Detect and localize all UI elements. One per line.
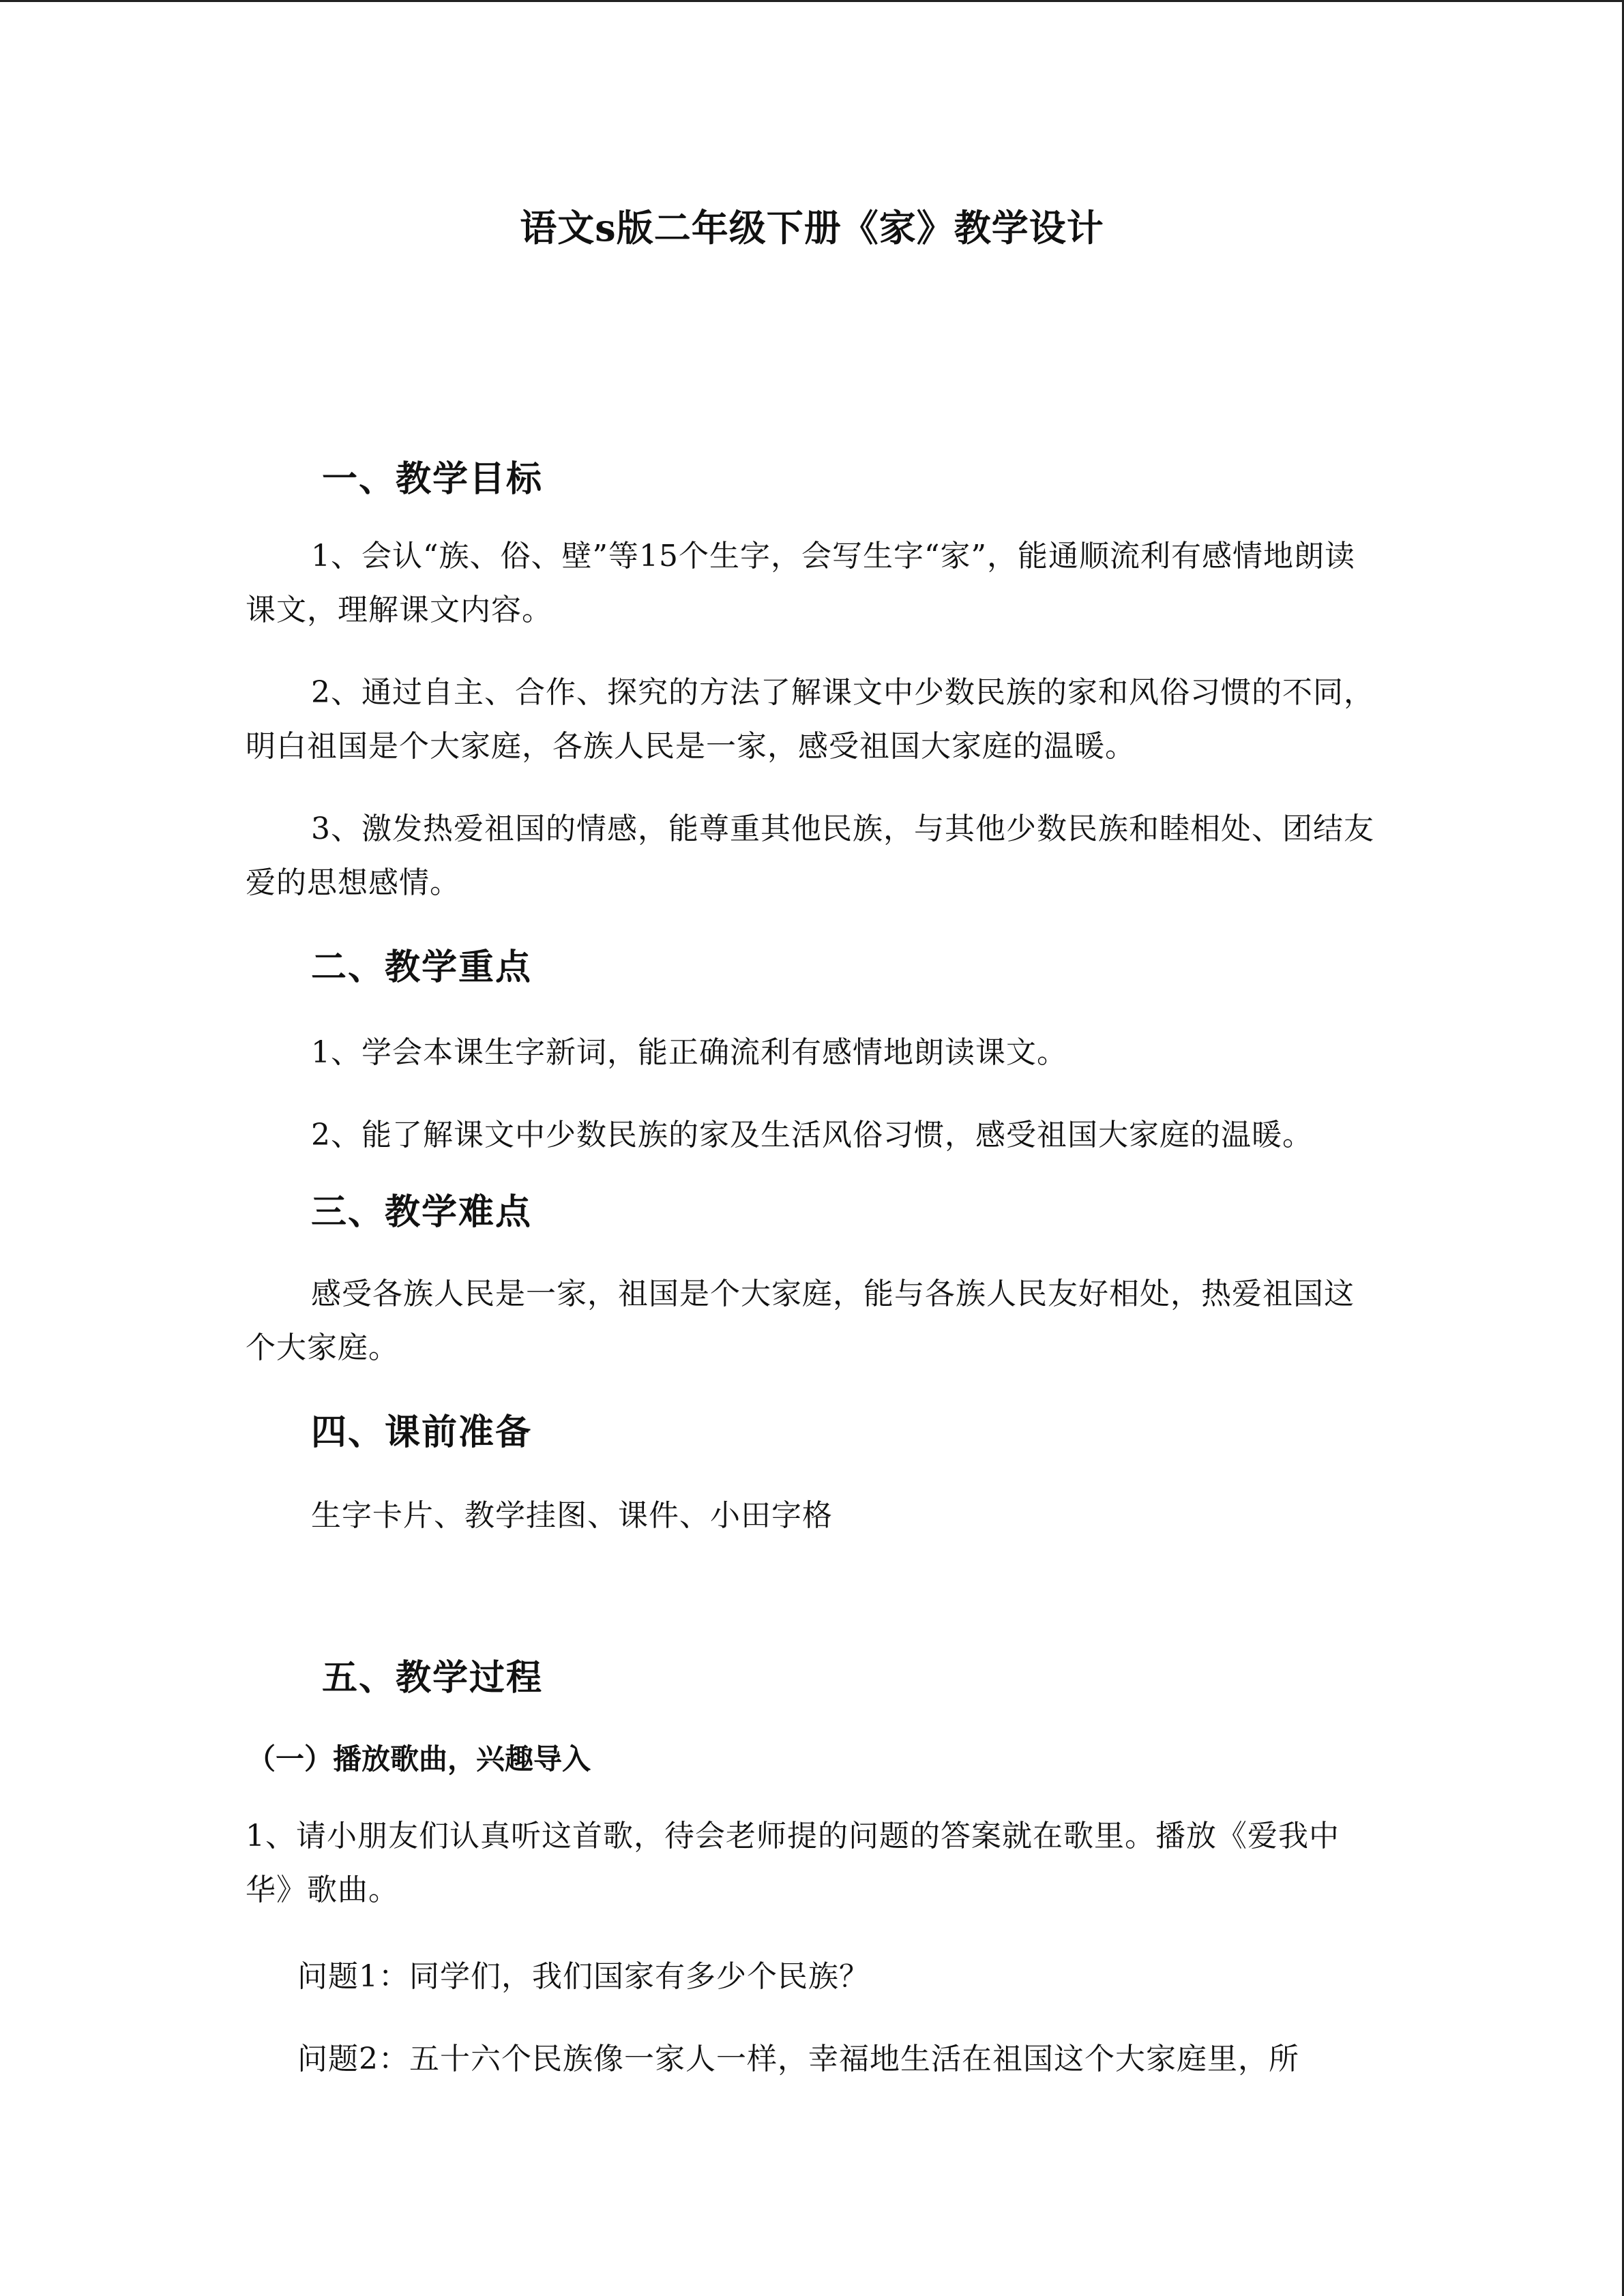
difficulty-item-1: 感受各族人民是一家，祖国是个大家庭，能与各族人民友好相处，热爱祖国这个大家庭。 (246, 1277, 1355, 1365)
process-subheading-1: （一）播放歌曲，兴趣导入 (247, 1742, 591, 1776)
key-point-item-2: 2、能了解课文中少数民族的家及生活风俗习惯，感受祖国大家庭的温暖。 (311, 1118, 1313, 1152)
heading-preparation: 四、课前准备 (311, 1412, 533, 1453)
heading-process: 五、教学过程 (322, 1657, 544, 1699)
goal-item-2: 2、通过自主、合作、探究的方法了解课文中少数民族的家和风俗习惯的不同，明白祖国是个大家庭，各族人民是一家，感受祖国大家庭的温暖。 (246, 675, 1374, 764)
process-question-1: 问题1：同学们，我们国家有多少个民族？ (297, 1959, 870, 1994)
key-point-item-1: 1、学会本课生字新词，能正确流利有感情地朗读课文。 (311, 1035, 1067, 1070)
document-title: 语文s版二年级下册《家》教学设计 (520, 206, 1104, 250)
heading-key-points: 二、教学重点 (311, 946, 533, 988)
goal-item-1: 1、会认“族、俗、壁”等15个生字，会写生字“家”，能通顺流利有感情地朗读课文，理解课文内容。 (246, 539, 1355, 627)
process-step-1: 1、请小朋友们认真听这首歌，待会老师提的问题的答案就在歌里。播放《爱我中华》歌曲。 (246, 1819, 1340, 1907)
heading-teaching-goals: 一、教学目标 (322, 458, 544, 500)
goal-item-3: 3、激发热爱祖国的情感，能尊重其他民族，与其他少数民族和睦相处、团结友爱的思想感情。 (246, 811, 1374, 900)
preparation-item-1: 生字卡片、教学挂图、课件、小田字格 (311, 1498, 833, 1533)
process-question-2: 问题2：五十六个民族像一家人一样，幸福地生活在祖国这个大家庭里，所 (297, 2042, 1299, 2076)
heading-difficulties: 三、教学难点 (311, 1191, 533, 1233)
